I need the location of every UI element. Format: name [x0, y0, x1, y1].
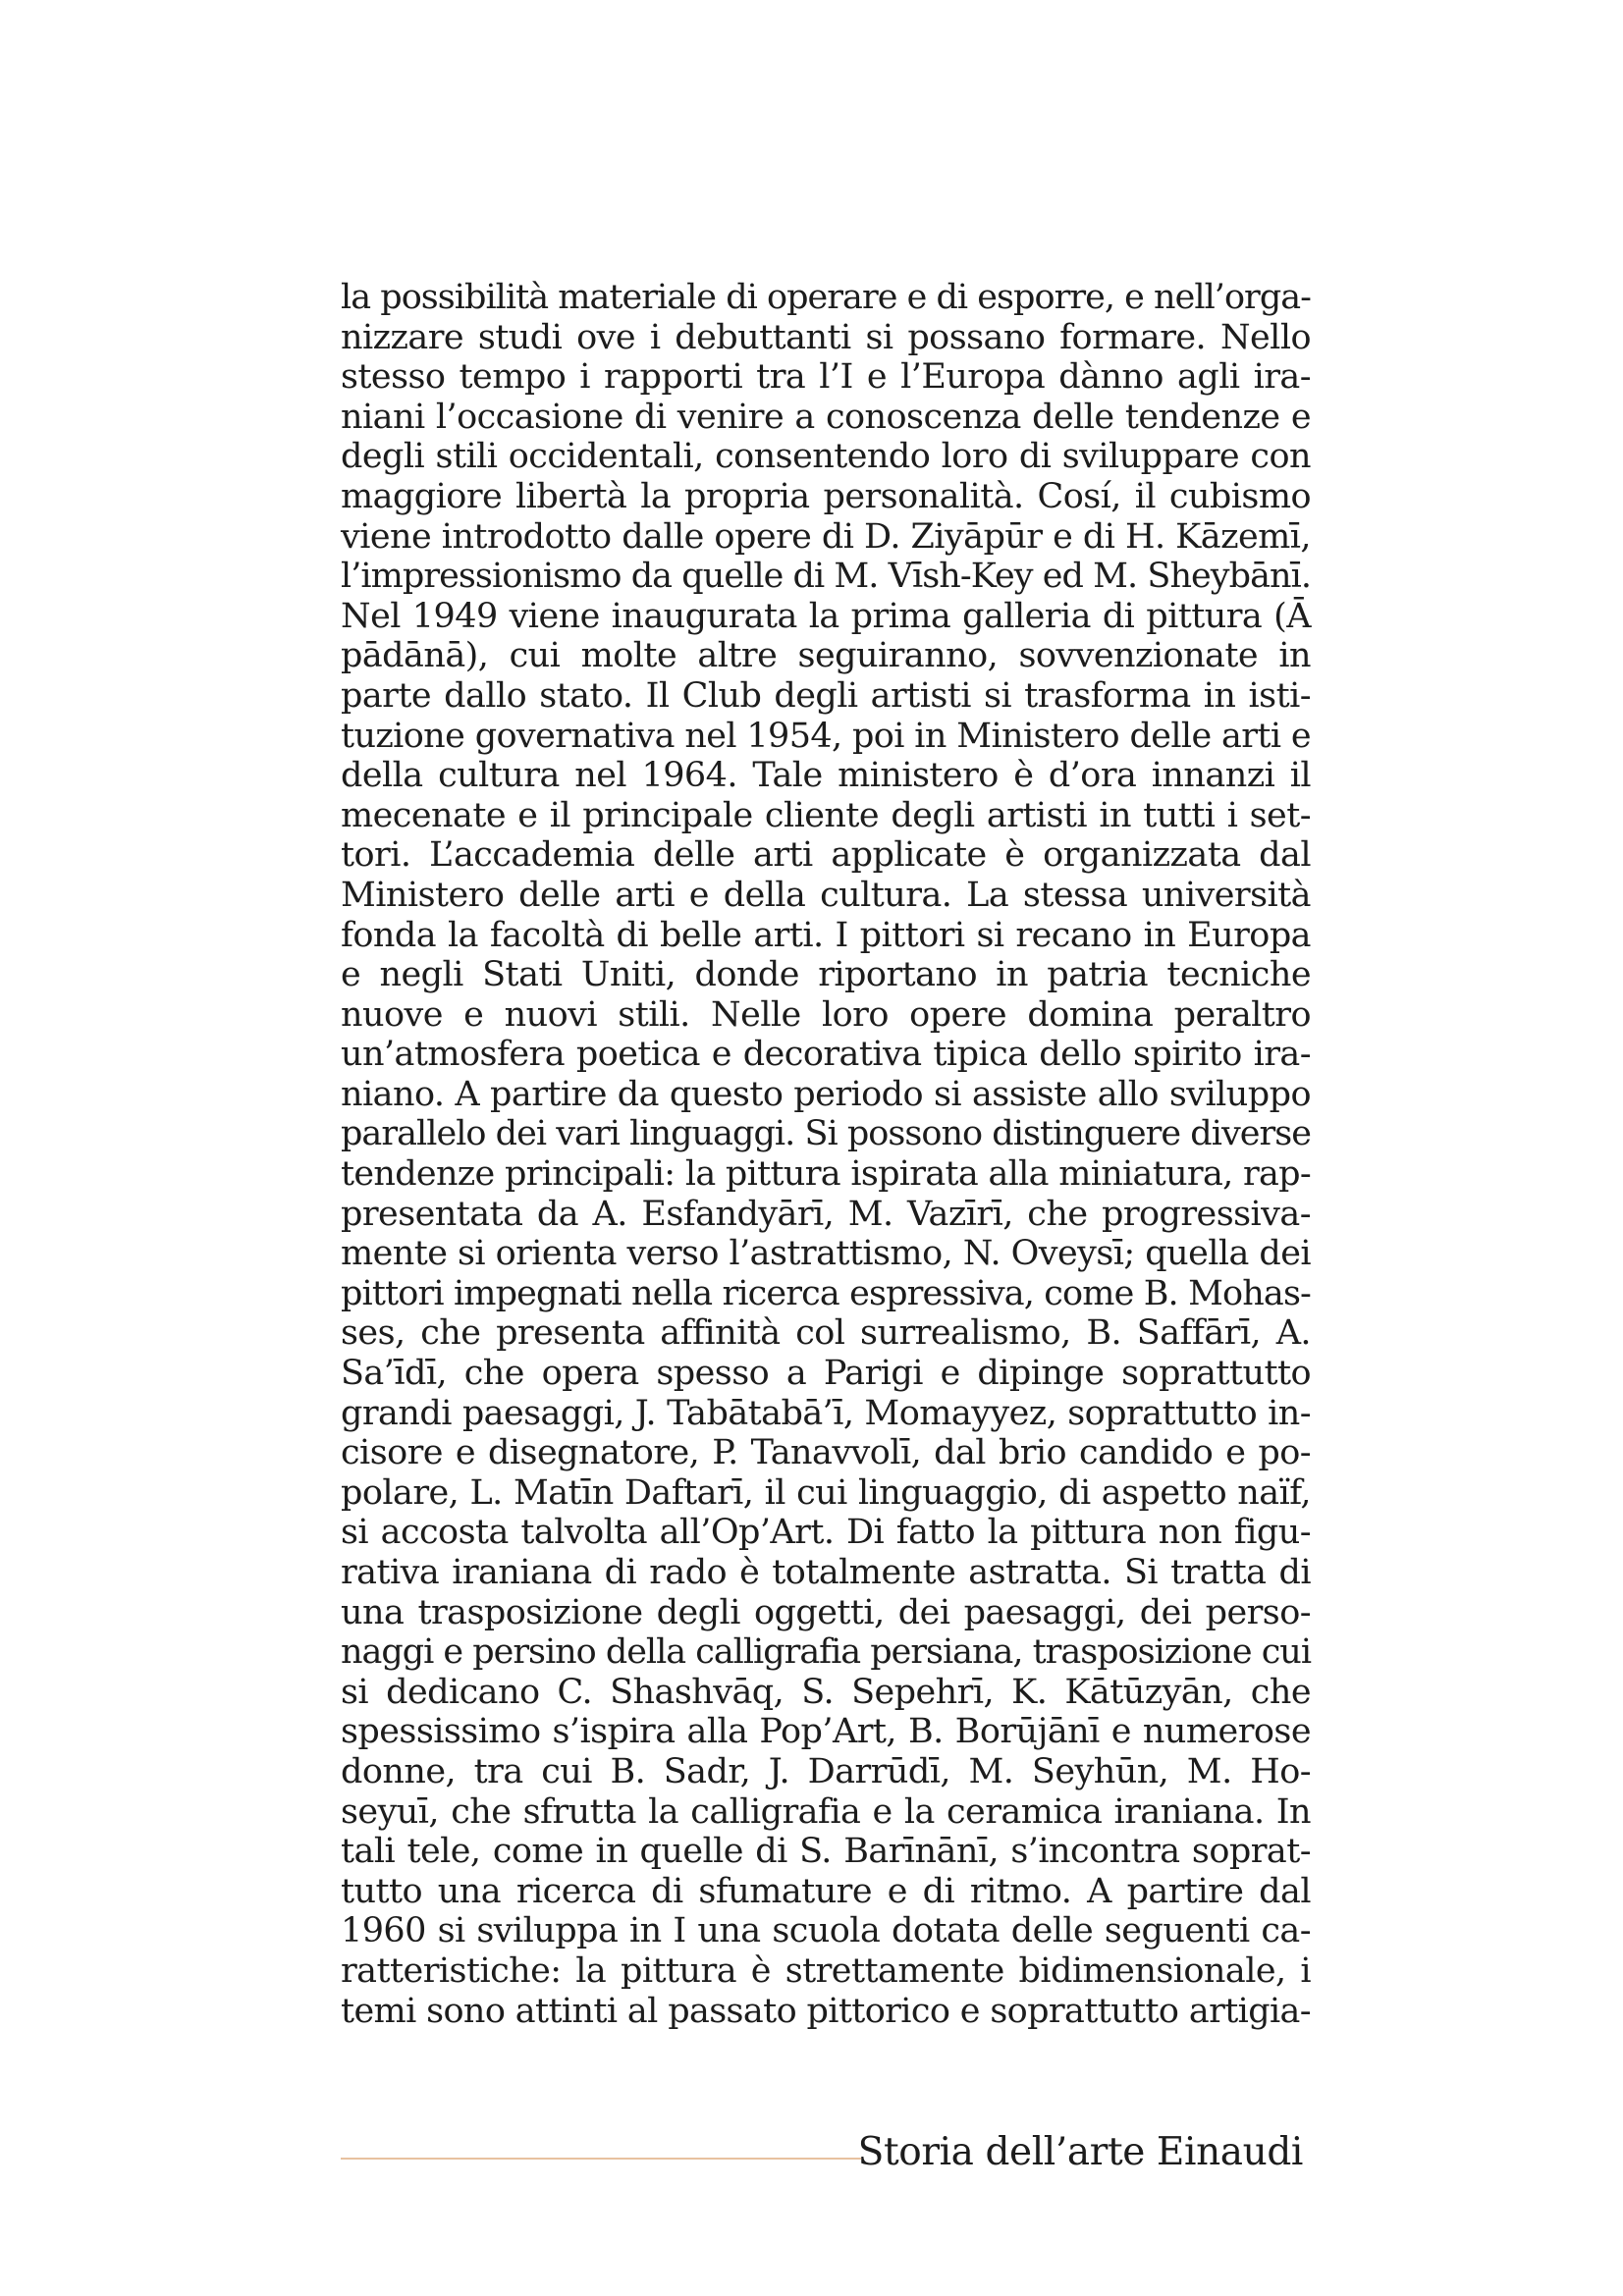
text-line: temi sono attinti al passato pittorico e soprattutto artigia- — [341, 1991, 1311, 2031]
footer-title: Storia dell’arte Einaudi — [857, 2130, 1303, 2174]
text-line: cisore e disegnatore, P. Tanavvolī, dal brio candido e po- — [341, 1433, 1311, 1473]
text-line: si dedicano C. Shashvāq, S. Sepehrī, K. Kātūzyān, che — [341, 1672, 1311, 1712]
text-line: fonda la facoltà di belle arti. I pittori si recano in Europa — [341, 915, 1311, 955]
text-line: parte dallo stato. Il Club degli artisti si trasforma in isti- — [341, 675, 1312, 716]
text-line: spessissimo s’ispira alla Pop’Art, B. Borūjānī e numerose — [341, 1712, 1311, 1752]
text-line: niani l’occasione di venire a conoscenza delle tendenze e — [341, 397, 1311, 437]
text-line: parallelo dei vari linguaggi. Si possono distinguere diverse — [341, 1114, 1311, 1154]
text-line: pittori impegnati nella ricerca espressiva, come B. Mohas- — [341, 1273, 1312, 1313]
text-line: pādānā), cui molte altre seguiranno, sovvenzionate in — [341, 636, 1311, 676]
text-line: stesso tempo i rapporti tra l’I e l’Europa dànno agli ira- — [341, 357, 1311, 398]
text-line: nizzare studi ove i debuttanti si possano formare. Nello — [341, 317, 1311, 357]
footer-divider — [341, 2158, 861, 2160]
text-line: grandi paesaggi, J. Tabātabā’ī, Momayyez, soprattutto in- — [341, 1393, 1311, 1433]
text-line: tendenze principali: la pittura ispirata alla miniatura, rap- — [341, 1154, 1311, 1195]
text-line: l’impressionismo da quelle di M. Vīsh-Key ed M. Sheybānī. — [341, 557, 1312, 597]
text-line: rativa iraniana di rado è totalmente astratta. Si tratta di — [341, 1553, 1312, 1592]
text-line: tutto una ricerca di sfumature e di ritmo. A partire dal — [341, 1871, 1311, 1911]
text-line: seyuī, che sfrutta la calligrafia e la ceramica iraniana. In — [341, 1791, 1311, 1832]
text-line: tuzione governativa nel 1954, poi in Ministero delle arti e — [341, 716, 1311, 756]
text-line: e negli Stati Uniti, donde riportano in patria tecniche — [341, 955, 1311, 995]
text-line: Ministero delle arti e della cultura. La stessa università — [341, 875, 1311, 915]
text-line: la possibilità materiale di operare e di esporre, e nell’orga- — [341, 278, 1312, 317]
text-line: mente si orienta verso l’astrattismo, N. Oveysī; quella dei — [341, 1234, 1312, 1274]
text-line: degli stili occidentali, consentendo loro di sviluppare con — [341, 437, 1311, 477]
text-line: presentata da A. Esfandyārī, M. Vazīrī, che progressiva- — [341, 1194, 1311, 1234]
text-line: ses, che presenta affinità col surrealismo, B. Saffārī, A. — [341, 1313, 1311, 1354]
text-line: niano. A partire da questo periodo si assiste allo sviluppo — [341, 1074, 1311, 1114]
text-line: donne, tra cui B. Sadr, J. Darrūdī, M. Seyhūn, M. Ho- — [341, 1751, 1311, 1791]
text-line: si accosta talvolta all’Op’Art. Di fatto la pittura non figu- — [341, 1513, 1311, 1553]
text-line: una trasposizione degli oggetti, dei paesaggi, dei perso- — [341, 1592, 1312, 1632]
text-line: maggiore libertà la propria personalità. Cosí, il cubismo — [341, 476, 1311, 516]
text-line: Sa’īdī, che opera spesso a Parigi e dipinge soprattutto — [341, 1354, 1311, 1394]
text-line: 1960 si sviluppa in I una scuola dotata delle seguenti ca- — [341, 1911, 1311, 1951]
text-line: viene introdotto dalle opere di D. Ziyāpūr e di H. Kāzemī, — [341, 516, 1311, 557]
text-line: tali tele, come in quelle di S. Barīnānī, s’incontra soprat- — [341, 1832, 1311, 1872]
text-line: mecenate e il principale cliente degli artisti in tutti i set- — [341, 795, 1311, 835]
text-line: della cultura nel 1964. Tale ministero è d’ora innanzi il — [341, 756, 1311, 796]
text-line: Nel 1949 viene inaugurata la prima galleria di pittura (Ā — [341, 596, 1311, 636]
page-footer — [341, 2130, 1311, 2189]
body-text — [341, 278, 1311, 2031]
text-line: nuove e nuovi stili. Nelle loro opere domina peraltro — [341, 994, 1311, 1035]
text-line: ratteristiche: la pittura è strettamente bidimensionale, i — [341, 1950, 1311, 1991]
text-line: naggi e persino della calligrafia persiana, trasposizione cui — [341, 1632, 1311, 1673]
text-line: tori. L’accademia delle arti applicate è organizzata dal — [341, 835, 1311, 876]
text-line: un’atmosfera poetica e decorativa tipica dello spirito ira- — [341, 1035, 1311, 1075]
text-line: polare, L. Matīn Daftarī, il cui linguaggio, di aspetto naïf, — [341, 1472, 1311, 1513]
